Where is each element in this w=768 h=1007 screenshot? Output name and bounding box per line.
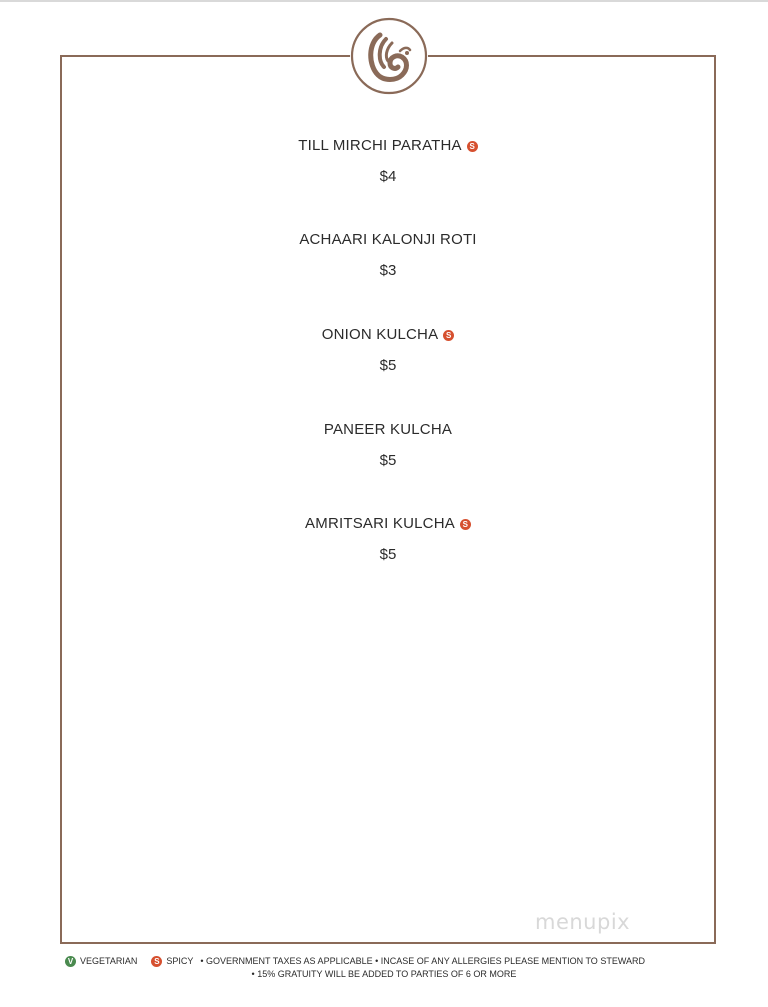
menu-item-price: $5 xyxy=(379,546,397,563)
menu-item-name: ONION KULCHA xyxy=(321,326,439,343)
menu-item-name: PANEER KULCHA xyxy=(323,421,453,438)
legend-note-gratuity: • 15% GRATUITY WILL BE ADDED TO PARTIES OF 6 OR MORE xyxy=(251,969,517,979)
menu-item xyxy=(60,230,716,281)
menu-item-price: $5 xyxy=(379,357,397,374)
spicy-icon: S xyxy=(460,519,471,530)
spicy-icon: S xyxy=(467,141,478,152)
peacock-logo-icon xyxy=(350,17,428,95)
menu-item-price: $5 xyxy=(379,452,397,469)
top-edge-line xyxy=(0,0,768,2)
menu-item xyxy=(60,325,716,376)
menu-item-name: ACHAARI KALONJI ROTI xyxy=(299,231,477,248)
menu-border-frame xyxy=(60,55,716,944)
spicy-icon: S xyxy=(443,330,454,341)
menu-item xyxy=(60,420,716,471)
menu-item-name: AMRITSARI KULCHA xyxy=(305,515,455,532)
menu-item xyxy=(60,136,716,187)
legend-vegetarian-label: VEGETARIAN xyxy=(80,956,138,966)
legend-row xyxy=(65,955,645,967)
vegetarian-icon: V xyxy=(65,956,76,967)
menu-item-price: $4 xyxy=(379,168,397,185)
menu-item-price: $3 xyxy=(379,262,397,279)
menu-item-name: TILL MIRCHI PARATHA xyxy=(298,137,462,154)
menu-item xyxy=(60,514,716,565)
legend-note-taxes: • GOVERNMENT TAXES AS APPLICABLE • INCASE OF ANY ALLERGIES PLEASE MENTION TO STEWARD xyxy=(200,956,645,966)
watermark-text: menupix xyxy=(535,910,631,934)
legend-spicy-label: SPICY xyxy=(166,956,194,966)
spicy-icon: S xyxy=(151,956,162,967)
